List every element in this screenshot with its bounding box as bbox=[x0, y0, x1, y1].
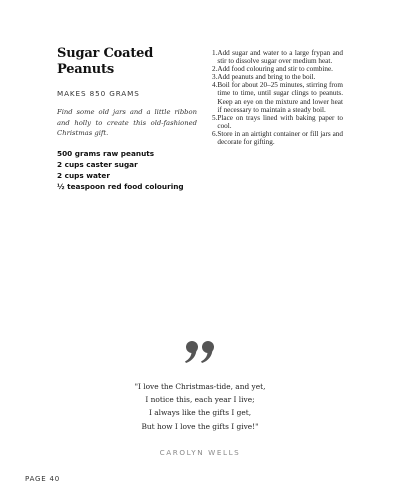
ingredient-item: 500 grams raw peanuts bbox=[57, 148, 155, 158]
quote-line: But how I love the gifts I give!" bbox=[141, 421, 259, 431]
quotation-mark-icon bbox=[184, 340, 216, 364]
method-step bbox=[212, 73, 343, 81]
page-number: PAGE 40 bbox=[25, 475, 61, 483]
step-text: Add food colouring and stir to combine. bbox=[217, 65, 333, 74]
method-step bbox=[212, 65, 343, 73]
method-steps bbox=[212, 49, 343, 146]
ingredient-item: ½ teaspoon red food colouring bbox=[57, 181, 184, 191]
method-step bbox=[212, 81, 343, 113]
step-number: 6. bbox=[212, 129, 218, 138]
recipe-info-column bbox=[57, 46, 197, 208]
method-column bbox=[212, 49, 343, 146]
step-text: Add peanuts and bring to the boil. bbox=[217, 73, 316, 82]
step-number: 3. bbox=[212, 73, 218, 82]
step-number: 1. bbox=[212, 49, 218, 57]
method-step bbox=[212, 130, 343, 146]
step-number: 4. bbox=[212, 81, 218, 90]
quote-block bbox=[80, 380, 320, 433]
step-text: Add sugar and water to a large frypan and stir to dissolve sugar over medium heat. bbox=[217, 49, 343, 66]
recipe-title: Sugar Coated Peanuts bbox=[57, 46, 154, 77]
step-text: Place on trays lined with baking paper to cool. bbox=[217, 113, 343, 130]
step-text: Store in an airtight container or fill jars and decorate for gifting. bbox=[217, 129, 343, 147]
ingredient-item: 2 cups water bbox=[57, 170, 110, 180]
recipe-intro: Find some old jars and a little ribbon and holly to create this old-fashioned Christmas gift. bbox=[57, 108, 197, 138]
quote-line: "I love the Christmas-tide, and yet, bbox=[134, 382, 266, 391]
quote-line: I notice this, each year I live; bbox=[145, 395, 255, 405]
ingredient-item: 2 cups caster sugar bbox=[57, 159, 138, 169]
step-number: 2. bbox=[212, 65, 218, 74]
quote-line: I always like the gifts I get, bbox=[148, 408, 252, 418]
method-step bbox=[212, 114, 343, 130]
ingredient-list bbox=[57, 148, 197, 192]
step-number: 5. bbox=[212, 113, 218, 122]
recipe-yield: MAKES 850 GRAMS bbox=[57, 89, 140, 98]
quote-author: CAROLYN WELLS bbox=[159, 448, 241, 457]
method-step bbox=[212, 49, 343, 65]
step-text: Boil for about 20–25 minutes, stirring from time to time, until sugar clings to peanuts. Keep an eye on the mixture and lower heat if necessary to maintain a steady boil. bbox=[217, 81, 343, 114]
